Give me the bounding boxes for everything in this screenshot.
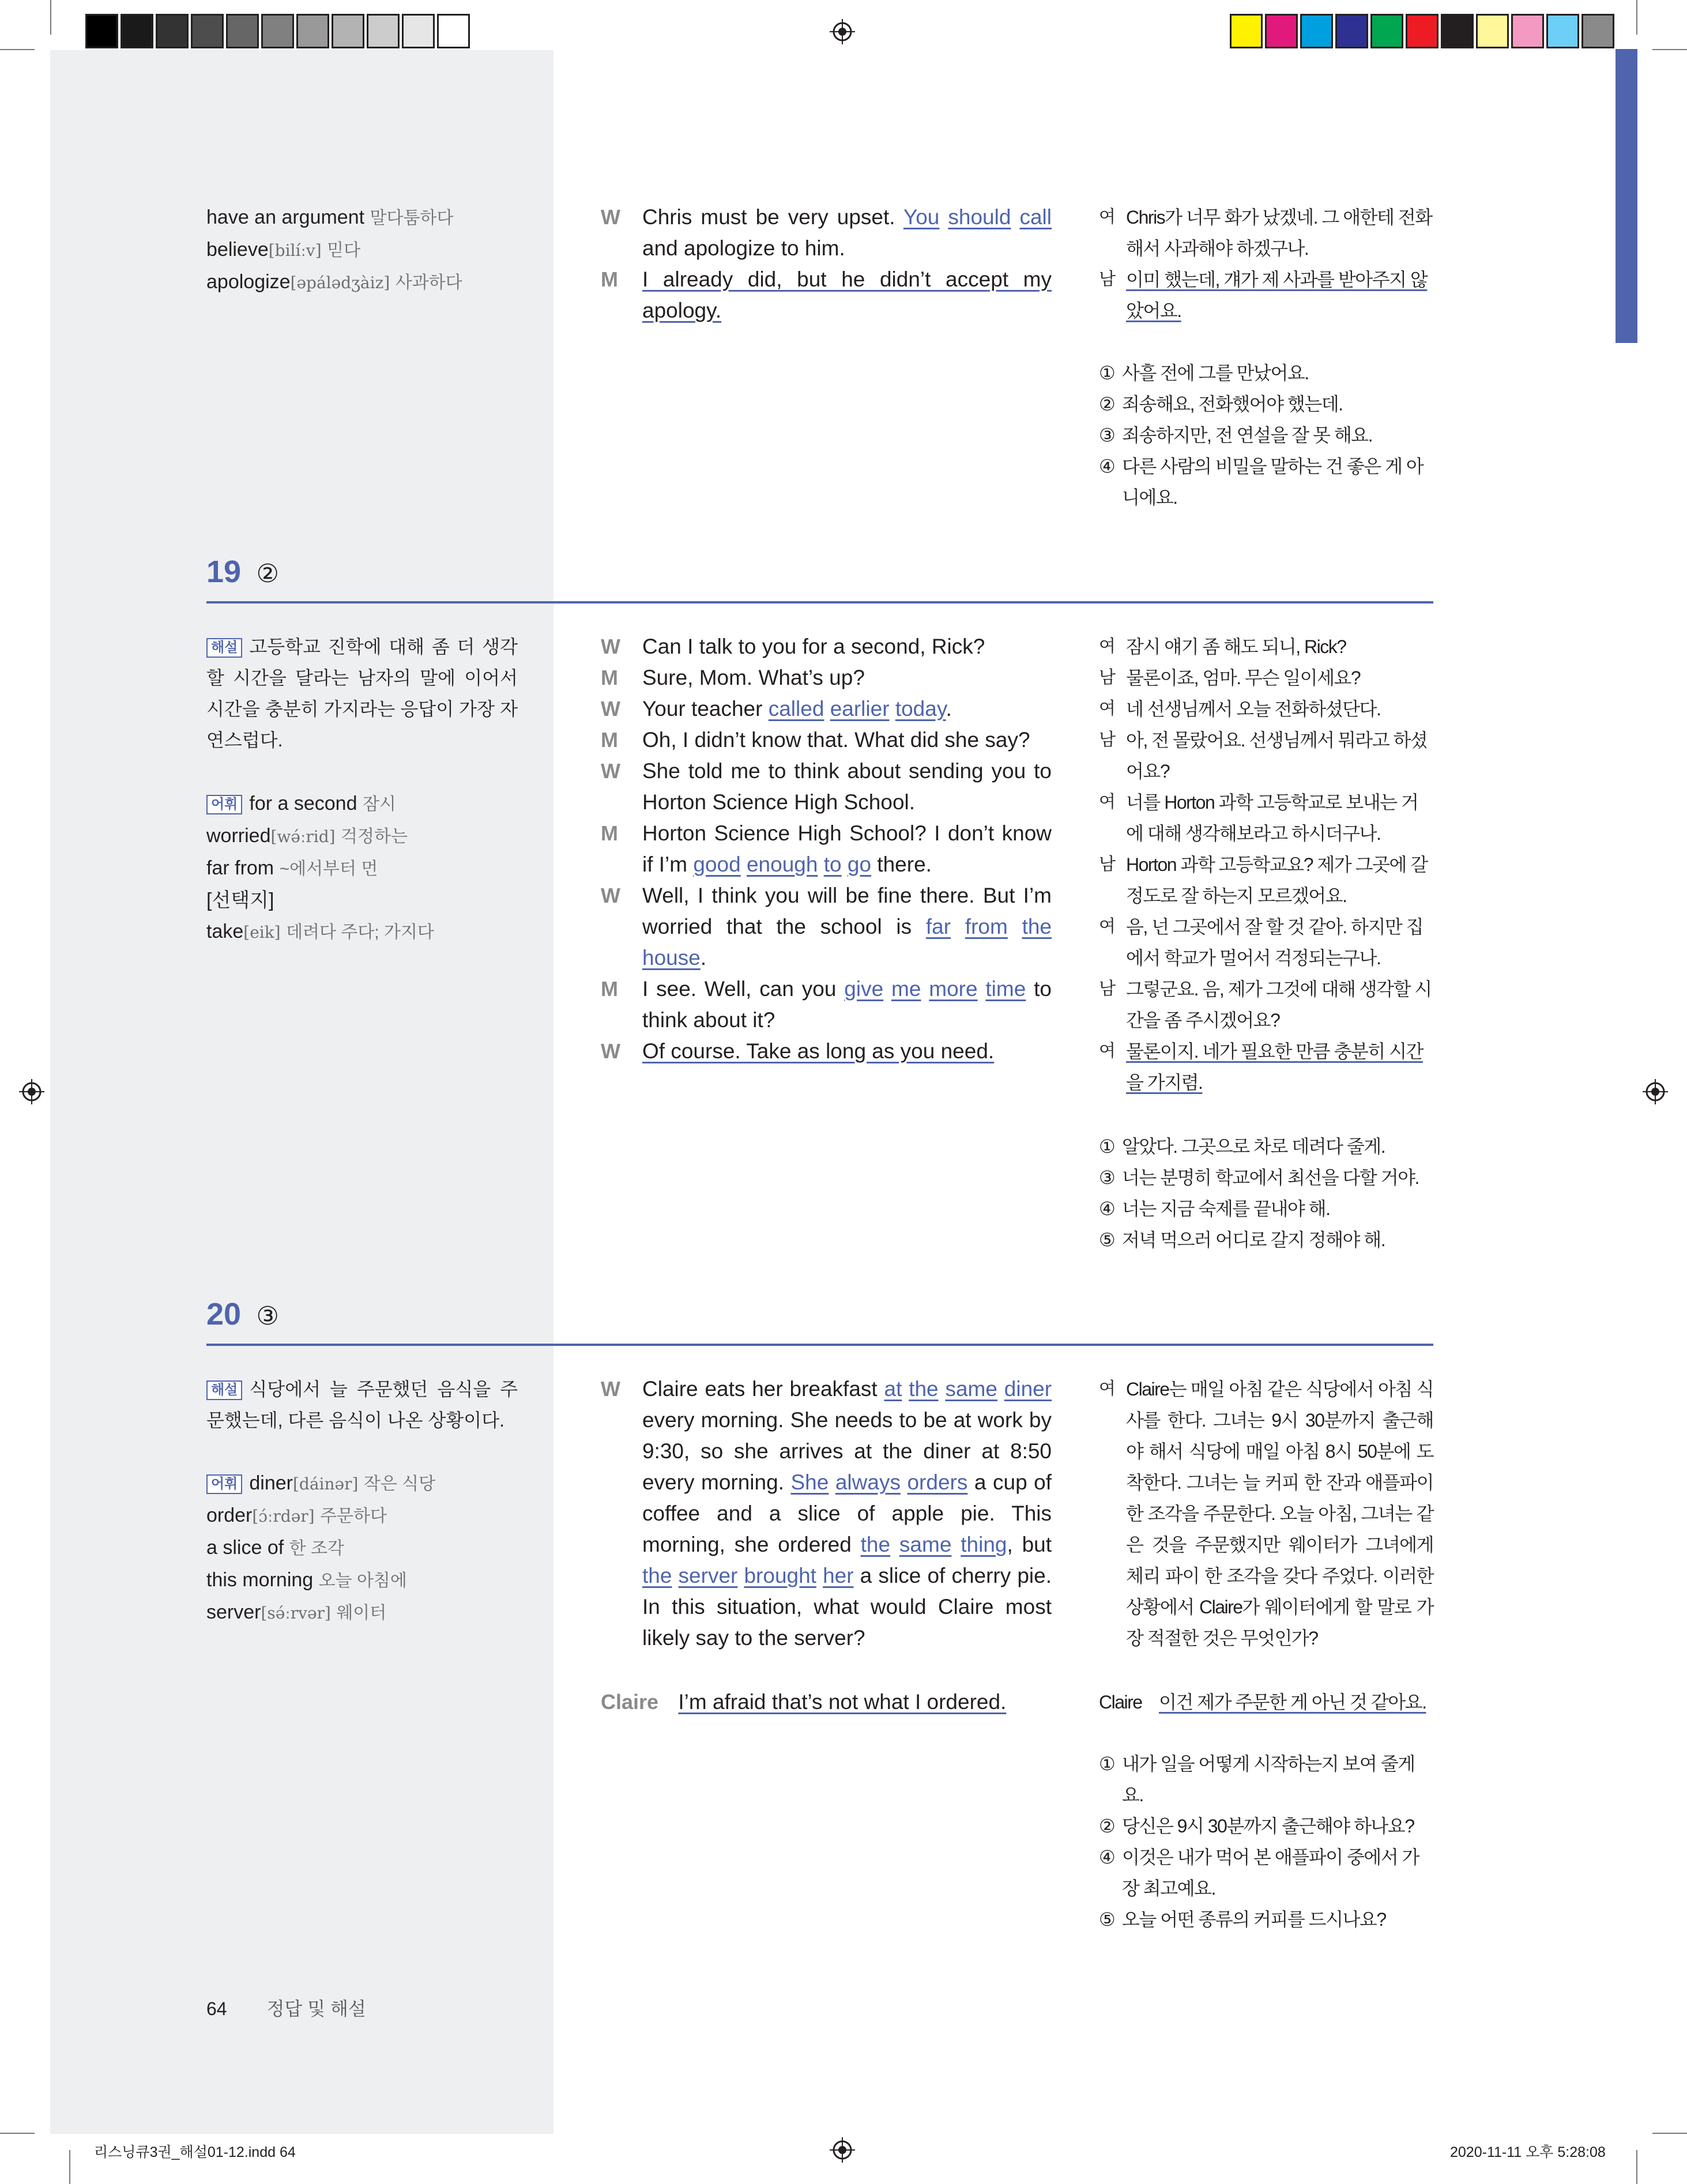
speaker-label: W bbox=[601, 205, 620, 229]
crop-mark bbox=[1636, 2150, 1637, 2184]
speaker-label: W bbox=[601, 759, 620, 783]
q19-explanation: 해설 고등학교 진학에 대해 좀 더 생각할 시간을 달라는 남자의 말에 이어서 시간을 충분히 가지라는 응답이 가장 자연스럽다. bbox=[206, 636, 518, 750]
q20-header bbox=[206, 1297, 279, 1334]
crop-mark bbox=[1652, 2133, 1687, 2134]
q19-dialog bbox=[601, 631, 1052, 1067]
vocab-item: order[ɔ́ːrdər] 주문하다 bbox=[206, 1504, 387, 1526]
blank-answer: earlier bbox=[830, 697, 890, 721]
color-swatch bbox=[120, 14, 153, 48]
section-divider bbox=[206, 1344, 1433, 1346]
registration-mark-icon bbox=[19, 1079, 44, 1104]
blank-answer: today bbox=[895, 697, 946, 721]
translation-line: 여 잠시 얘기 좀 해도 되니, Rick? bbox=[1099, 636, 1346, 657]
crop-mark bbox=[50, 0, 51, 35]
blank-answer: give bbox=[844, 977, 884, 1001]
crop-mark bbox=[69, 2150, 70, 2184]
slug-filename: 리스닝큐3권_해설01-12.indd 64 bbox=[94, 2144, 296, 2160]
color-swatch bbox=[191, 14, 224, 48]
blank-answer: good bbox=[693, 853, 741, 876]
vocab-item: this morning 오늘 아침에 bbox=[206, 1569, 407, 1591]
color-swatch bbox=[1370, 14, 1403, 48]
translation-line: 남 Horton 과학 고등학교요? 제가 그곳에 갈 정도로 잘 하는지 모르겠어요. bbox=[1099, 854, 1428, 906]
vocab-item: a slice of 한 조각 bbox=[206, 1537, 344, 1559]
blank-answer: the bbox=[1022, 915, 1052, 938]
dialog-line: W She told me to think about sending you to Horton Science High School. bbox=[601, 756, 1052, 818]
vocab-item: 어휘 for a second 잠시 bbox=[206, 788, 529, 820]
question-number: 19 bbox=[206, 555, 242, 589]
q18-dialog bbox=[601, 202, 1052, 326]
left-column-background bbox=[50, 50, 553, 2134]
choice-item: ① 사흘 전에 그를 만났어요. bbox=[1099, 363, 1309, 383]
vocab-item: believe[bilíːv] 믿다 bbox=[206, 239, 361, 261]
blank-answer: more bbox=[929, 977, 978, 1001]
color-swatch bbox=[226, 14, 259, 48]
blank-answer: brought bbox=[744, 1564, 816, 1587]
q20-translation bbox=[1099, 1374, 1433, 1654]
translation-line: 여 물론이지. 네가 필요한 만큼 충분히 시간을 가지렴. bbox=[1099, 1041, 1423, 1093]
vocab-item: have an argument 말다툼하다 bbox=[206, 206, 454, 228]
choice-item: ⑤ 저녁 먹으러 어디로 갈지 정해야 해. bbox=[1099, 1229, 1385, 1250]
choice-item: ① 알았다. 그곳으로 차로 데려다 줄게. bbox=[1099, 1136, 1385, 1157]
color-swatch bbox=[1511, 14, 1544, 48]
dialog-line: M Horton Science High School? I don’t know if I’m good enough to go there. bbox=[601, 818, 1052, 880]
vocab-item: take[eik] 데려다 주다; 가지다 bbox=[206, 921, 434, 942]
dialog-line: W Your teacher called earlier today. bbox=[601, 693, 1052, 725]
vocab-item: apologize[əpálədʒàiz] 사과하다 bbox=[206, 271, 462, 293]
dialog-line: W Claire eats her breakfast at the same diner every morning. She needs to be at work by 9:30, so she arrives at the diner at 8:50 every morning. She always orders a cup of coffee and a slice of apple pie. This morning, she ordered the same thing, but the server brought her a slice of cherry pie. In this situation, what would Claire most likely say to the server? bbox=[601, 1374, 1052, 1654]
color-swatch bbox=[1265, 14, 1298, 48]
answer-sentence: Of course. Take as long as you need. bbox=[642, 1039, 995, 1063]
color-swatch bbox=[437, 14, 470, 48]
color-swatch bbox=[1546, 14, 1579, 48]
choice-item: ① 내가 일을 어떻게 시작하는지 보여 줄게요. bbox=[1099, 1753, 1415, 1805]
choice-item: ② 당신은 9시 30분까지 출근해야 하나요? bbox=[1099, 1816, 1414, 1836]
q20-choices bbox=[1099, 1748, 1433, 1935]
blank-answer: orders bbox=[907, 1470, 968, 1494]
speaker-label: M bbox=[601, 728, 618, 752]
registration-mark-icon bbox=[830, 19, 855, 44]
vocab-tag: 어휘 bbox=[206, 795, 242, 814]
crop-mark bbox=[0, 49, 35, 50]
q18-choices bbox=[1099, 357, 1433, 513]
speaker-label: M bbox=[601, 821, 618, 845]
choice-item: ④ 너는 지금 숙제를 끝내야 해. bbox=[1099, 1198, 1330, 1219]
explanation-tag: 해설 bbox=[206, 638, 242, 658]
color-swatch bbox=[367, 14, 400, 48]
color-swatch bbox=[402, 14, 435, 48]
q20-narration bbox=[601, 1374, 1052, 1654]
blank-answer: the bbox=[642, 1564, 672, 1587]
speaker-label: W bbox=[601, 884, 620, 907]
answer-mark: ③ bbox=[256, 1302, 279, 1330]
vocab-item: far from ~에서부터 먼 bbox=[206, 857, 378, 879]
q19-header bbox=[206, 555, 279, 591]
vocab-item: 어휘 diner[dáinər] 작은 식당 bbox=[206, 1468, 529, 1500]
color-swatch bbox=[261, 14, 294, 48]
page-footer bbox=[206, 1994, 366, 2021]
blank-answer: time bbox=[985, 977, 1026, 1001]
blank-answer: call bbox=[1019, 205, 1052, 229]
blank-answer: called bbox=[768, 697, 824, 721]
blank-answer: the bbox=[909, 1377, 939, 1401]
translation-line: 남 아, 전 몰랐어요. 선생님께서 뭐라고 하셨어요? bbox=[1099, 730, 1428, 782]
blank-answer: me bbox=[891, 977, 921, 1001]
blank-answer: far bbox=[925, 915, 951, 938]
color-swatch bbox=[1476, 14, 1509, 48]
section-divider bbox=[206, 601, 1433, 603]
blank-answer: the bbox=[860, 1533, 891, 1556]
blank-answer: go bbox=[847, 853, 872, 876]
choice-item: ④ 이것은 내가 먹어 본 애플파이 중에서 가장 최고예요. bbox=[1099, 1847, 1419, 1899]
page-number: 64 bbox=[206, 1998, 227, 2019]
color-swatch bbox=[1230, 14, 1263, 48]
speaker-label: M bbox=[601, 666, 618, 689]
q19-choices bbox=[1099, 1131, 1433, 1255]
vocab-tag: 어휘 bbox=[206, 1474, 242, 1494]
speaker-label: M bbox=[601, 267, 618, 291]
blank-answer: thing bbox=[961, 1533, 1007, 1556]
slug-timestamp: 2020-11-11 오후 5:28:08 bbox=[1450, 2144, 1606, 2160]
speaker-label: W bbox=[601, 1039, 620, 1063]
speaker-label: M bbox=[601, 977, 618, 1001]
blank-answer: same bbox=[945, 1377, 997, 1401]
answer-mark: ② bbox=[256, 560, 279, 588]
speaker-label: W bbox=[601, 697, 620, 721]
color-swatch bbox=[1406, 14, 1439, 48]
q20-explanation: 해설 식당에서 늘 주문했던 음식을 주문했는데, 다른 음식이 나온 상황이다. bbox=[206, 1379, 518, 1431]
registration-mark-icon bbox=[830, 2137, 855, 2163]
translation-line: 여 Chris가 너무 화가 났겠네. 그 애한테 전화해서 사과해야 하겠구나. bbox=[1099, 207, 1432, 259]
speaker-label: W bbox=[601, 1377, 620, 1401]
translation-line: 남 그렇군요. 음, 제가 그것에 대해 생각할 시간을 좀 주시겠어요? bbox=[1099, 979, 1432, 1031]
choice-item: ③ 죄송하지만, 전 연설을 잘 못 해요. bbox=[1099, 425, 1373, 446]
translation-line: 남 물론이죠, 엄마. 무슨 일이세요? bbox=[1099, 667, 1361, 688]
q18-translation bbox=[1099, 202, 1433, 326]
blank-answer: house bbox=[642, 946, 701, 970]
q19-translation bbox=[1099, 631, 1433, 1098]
q20-claire-translation: Claire 이건 제가 주문한 게 아닌 것 같아요. bbox=[1099, 1692, 1426, 1713]
crop-mark bbox=[1636, 0, 1637, 35]
vocab-item: server[sə́ːrvər] 웨이터 bbox=[206, 1601, 387, 1623]
blank-answer: She bbox=[790, 1470, 829, 1494]
q18-vocab-list bbox=[206, 202, 529, 299]
dialog-line bbox=[601, 264, 1052, 326]
section-name: 정답 및 해설 bbox=[266, 1998, 366, 2019]
q20-vocab-list bbox=[206, 1468, 529, 1629]
choice-item: ③ 너는 분명히 학교에서 최선을 다할 거야. bbox=[1099, 1167, 1419, 1188]
choice-item: ⑤ 오늘 어떤 종류의 커피를 드시나요? bbox=[1099, 1909, 1386, 1930]
color-swatch bbox=[1335, 14, 1368, 48]
vocab-item: worried[wə́ːrid] 걱정하는 bbox=[206, 825, 408, 847]
q20-claire-line bbox=[601, 1687, 1052, 1718]
color-swatch bbox=[156, 14, 189, 48]
blank-answer: server bbox=[678, 1564, 738, 1587]
blank-answer: diner bbox=[1004, 1377, 1052, 1401]
vocab-item: [선택지] bbox=[206, 889, 274, 911]
blank-answer: her bbox=[823, 1564, 854, 1587]
dialog-line: M I see. Well, can you give me more time to think about it? bbox=[601, 974, 1052, 1036]
color-swatch bbox=[332, 14, 364, 48]
speaker-label: Claire bbox=[601, 1690, 659, 1714]
dialog-line: W Well, I think you will be fine there. But I’m worried that the school is far from the house. bbox=[601, 880, 1052, 974]
translation-line: 여 네 선생님께서 오늘 전화하셨단다. bbox=[1099, 699, 1381, 719]
crop-mark bbox=[0, 2133, 35, 2134]
dialog-line bbox=[601, 1036, 1052, 1067]
dialog-line: M Oh, I didn’t know that. What did she say? bbox=[601, 725, 1052, 756]
answer-sentence: I already did, but he didn’t accept my apology. bbox=[642, 267, 1052, 322]
choice-item: ② 죄송해요, 전화했어야 했는데. bbox=[1099, 394, 1343, 414]
blank-answer: You bbox=[903, 205, 940, 229]
color-swatch bbox=[85, 14, 118, 48]
question-number: 20 bbox=[206, 1297, 242, 1331]
crop-mark bbox=[1652, 49, 1687, 50]
choice-item: ④ 다른 사람의 비밀을 말하는 건 좋은 게 아니에요. bbox=[1099, 456, 1424, 508]
explanation-tag: 해설 bbox=[206, 1380, 242, 1400]
registration-mark-icon bbox=[1643, 1079, 1668, 1104]
speaker-label: W bbox=[601, 635, 620, 658]
color-swatch bbox=[1441, 14, 1474, 48]
blank-answer: should bbox=[948, 205, 1011, 229]
color-swatch bbox=[1581, 14, 1614, 48]
translation-line: 여 Claire는 매일 아침 같은 식당에서 아침 식사를 한다. 그녀는 9시 30분까지 출근해야 해서 식당에 매일 아침 8시 50분에 도착한다. 그녀는 늘 커피 한 잔과 애플파이 한 조각을 주문한다. 오늘 아침, 그녀는 같은 것을 주문했지만 웨이터가 그녀에게 체리 파이 한 조각을 갖다 주었다. 이러한 상황에서 Claire가 웨이터에게 할 말로 가장 적절한 것은 무엇인가? bbox=[1099, 1379, 1433, 1649]
answer-sentence: I’m afraid that’s not what I ordered. bbox=[678, 1690, 1007, 1714]
blank-answer: always bbox=[835, 1470, 901, 1494]
dialog-line: W Chris must be very upset. You should call and apologize to him. bbox=[601, 202, 1052, 264]
blank-answer: to bbox=[823, 853, 842, 876]
blank-answer: enough bbox=[746, 853, 818, 876]
translation-line: 남 이미 했는데, 걔가 제 사과를 받아주지 않았어요. bbox=[1099, 269, 1428, 321]
dialog-line: M Sure, Mom. What’s up? bbox=[601, 662, 1052, 693]
color-swatch bbox=[296, 14, 329, 48]
side-tab-bar bbox=[1616, 49, 1637, 343]
blank-answer: from bbox=[965, 915, 1008, 938]
translation-line: 여 음, 넌 그곳에서 잘 할 것 같아. 하지만 집에서 학교가 멀어서 걱정되는구나. bbox=[1099, 916, 1424, 968]
blank-answer: at bbox=[884, 1377, 902, 1401]
q19-vocab-list bbox=[206, 788, 529, 948]
dialog-line: W Can I talk to you for a second, Rick? bbox=[601, 631, 1052, 662]
color-swatch bbox=[1300, 14, 1333, 48]
translation-line: 여 너를 Horton 과학 고등학교로 보내는 거에 대해 생각해보라고 하시더구나. bbox=[1099, 792, 1418, 844]
blank-answer: same bbox=[899, 1533, 952, 1556]
